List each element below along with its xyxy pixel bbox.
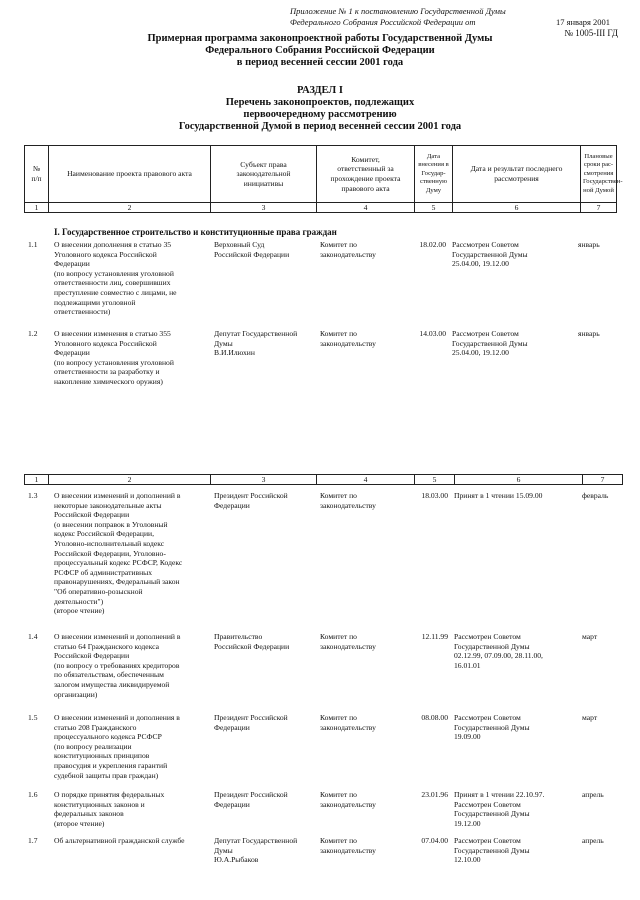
entry-name: Об альтернативной гражданской службе xyxy=(54,836,185,845)
column-number: 2 xyxy=(49,475,211,485)
entry-term: апрель xyxy=(582,836,604,845)
entry-date: 07.04.00 xyxy=(421,836,448,845)
column-number: 1 xyxy=(25,475,49,485)
entry-number: 1.6 xyxy=(28,790,38,799)
entry-result: Принят в 1 чтении 15.09.00 xyxy=(454,491,543,500)
header-cell-date: Дата внесения в Государ- ственную Думу xyxy=(415,146,453,203)
column-number: 4 xyxy=(317,475,415,485)
entry-result: Рассмотрен Советом Государственной Думы 02.12.99, 07.09.00, 28.11.00, 16.01.01 xyxy=(454,632,543,670)
entry-result: Рассмотрен Советом Государственной Думы 12.10.00 xyxy=(454,836,530,865)
title-line3: в период весенней сессии 2001 года xyxy=(236,57,404,68)
entry-date: 18.03.00 xyxy=(421,491,448,500)
entry-result: Принят в 1 чтении 22.10.97. Рассмотрен Советом Государственной Думы 19.12.00 xyxy=(454,790,545,828)
entry-subject: Депутат Государственной Думы В.И.Илюхин xyxy=(214,329,298,358)
entry-number: 1.3 xyxy=(28,491,38,500)
entry-term: апрель xyxy=(582,790,604,799)
header-cell-name: Наименование проекта правового акта xyxy=(49,146,211,203)
section-line1: Перечень законопроектов, подлежащих xyxy=(225,97,415,108)
title-line2: Федерального Собрания Российской Федерации xyxy=(205,45,435,56)
column-number: 2 xyxy=(49,203,211,213)
entry-name: О внесении изменения в статью 355 Уголовного кодекса Российской Федерации (по вопросу установления уголовной ответственности за разработку и накопление химического оружия) xyxy=(54,329,174,386)
entry-name: О внесении изменений и дополнения в статью 208 Гражданского процессуального кодекса РСФСР (по вопросу реализации конституционных принципов правосудия и укрепления гарантий судебной защиты прав граждан) xyxy=(54,713,180,780)
entry-result: Рассмотрен Советом Государственной Думы 19.09.00 xyxy=(454,713,530,742)
entry-term: январь xyxy=(578,329,600,338)
section-line3: Государственной Думой в период весенней сессии 2001 года xyxy=(178,121,462,132)
section-line2: первоочередному рассмотрению xyxy=(243,109,397,120)
column-number-row-page2 xyxy=(24,474,623,485)
appendix-date: 17 января 2001 xyxy=(555,17,610,27)
section-title xyxy=(120,85,520,133)
entry-term: январь xyxy=(578,240,600,249)
entry-name: О внесении дополнения в статью 35 Уголовного кодекса Российской Федерации (по вопросу установления уголовной ответственности лиц, совершивших преступление совместно с лицами, не подлежащими уголовной ответственности) xyxy=(54,240,177,317)
entry-committee: Комитет по законодательству xyxy=(320,790,376,809)
column-number: 3 xyxy=(211,203,317,213)
entry-committee: Комитет по законодательству xyxy=(320,836,376,855)
column-number: 6 xyxy=(455,475,583,485)
column-number: 5 xyxy=(415,203,453,213)
entry-name: О внесении изменений и дополнений в статью 64 Гражданского кодекса Российской Федерации (по вопросу о требованиях кредиторов по обязательствам, обеспеченным залогом имущества ликвидируемой организации) xyxy=(54,632,181,699)
document-title xyxy=(120,33,520,69)
entry-name: О порядке принятия федеральных конституционных законов и федеральных законов (второе чтение) xyxy=(54,790,165,828)
section-heading: РАЗДЕЛ I xyxy=(297,85,343,96)
entry-subject: Депутат Государственной Думы Ю.А.Рыбаков xyxy=(214,836,298,865)
header-cell-term: Плановые сроки рас- смотрения Государствен- ной Думой xyxy=(581,146,617,203)
entry-number: 1.5 xyxy=(28,713,38,722)
entry-number: 1.1 xyxy=(28,240,38,249)
entry-number: 1.2 xyxy=(28,329,38,338)
header-cell-committee: Комитет, ответственный за прохождение проекта правового акта xyxy=(317,146,415,203)
table-header xyxy=(24,145,623,213)
title-line1: Примерная программа законопроектной работы Государственной Думы xyxy=(147,33,493,44)
column-number: 5 xyxy=(415,475,455,485)
appendix-line1: Приложение № 1 к постановлению Государственной Думы xyxy=(290,6,506,16)
entry-committee: Комитет по законодательству xyxy=(320,632,376,651)
appendix-line2: Федерального Собрания Российской Федерации от xyxy=(290,17,476,27)
appendix-doc-number: № 1005-III ГД xyxy=(564,28,618,38)
entry-subject: Президент Российской Федерации xyxy=(214,491,288,510)
entry-subject: Верховный Суд Российской Федерации xyxy=(214,240,290,259)
entry-committee: Комитет по законодательству xyxy=(320,491,376,510)
header-cell-subject: Субъект права законодательной инициативы xyxy=(211,146,317,203)
column-number: 6 xyxy=(453,203,581,213)
column-number: 4 xyxy=(317,203,415,213)
entry-subject: Президент Российской Федерации xyxy=(214,790,288,809)
entry-date: 23.01.96 xyxy=(421,790,448,799)
entry-date: 08.08.00 xyxy=(421,713,448,722)
entry-result: Рассмотрен Советом Государственной Думы 25.04.00, 19.12.00 xyxy=(452,240,528,269)
entry-term: март xyxy=(582,713,598,722)
header-cell-num: № п/п xyxy=(25,146,49,203)
entry-result: Рассмотрен Советом Государственной Думы 25.04.00, 19.12.00 xyxy=(452,329,528,358)
entry-committee: Комитет по законодательству xyxy=(320,329,376,348)
entry-subject: Президент Российской Федерации xyxy=(214,713,288,732)
header-cell-result: Дата и результат последнего рассмотрения xyxy=(453,146,581,203)
appendix-note xyxy=(290,6,618,38)
entry-subject: Правительство Российской Федерации xyxy=(214,632,290,651)
entry-date: 18.02.00 xyxy=(419,240,446,249)
entry-committee: Комитет по законодательству xyxy=(320,713,376,732)
column-number: 1 xyxy=(25,203,49,213)
rubric-heading: I. Государственное строительство и конституционные права граждан xyxy=(54,227,337,237)
header-row xyxy=(25,146,617,203)
column-number: 7 xyxy=(581,203,617,213)
entry-term: февраль xyxy=(582,491,609,500)
column-number-row xyxy=(25,203,617,213)
column-number: 3 xyxy=(211,475,317,485)
entry-term: март xyxy=(582,632,598,641)
column-number: 7 xyxy=(583,475,623,485)
entry-date: 14.03.00 xyxy=(419,329,446,338)
entry-date: 12.11.99 xyxy=(421,632,448,641)
entry-committee: Комитет по законодательству xyxy=(320,240,376,259)
entry-number: 1.4 xyxy=(28,632,38,641)
entry-number: 1.7 xyxy=(28,836,38,845)
entry-name: О внесении изменений и дополнений в некоторые законодательные акты Российской Федерации (о внесении поправок в Уголовный кодекс Российской Федерации, Уголовно-исполнительный кодекс Российской Федерации, Уголовно- процессуальный кодекс РСФСР, Кодекс РСФСР об административных правонарушениях, Федеральный закон "Об оперативно-розыскной деятельности") (второе чтение) xyxy=(54,491,183,616)
